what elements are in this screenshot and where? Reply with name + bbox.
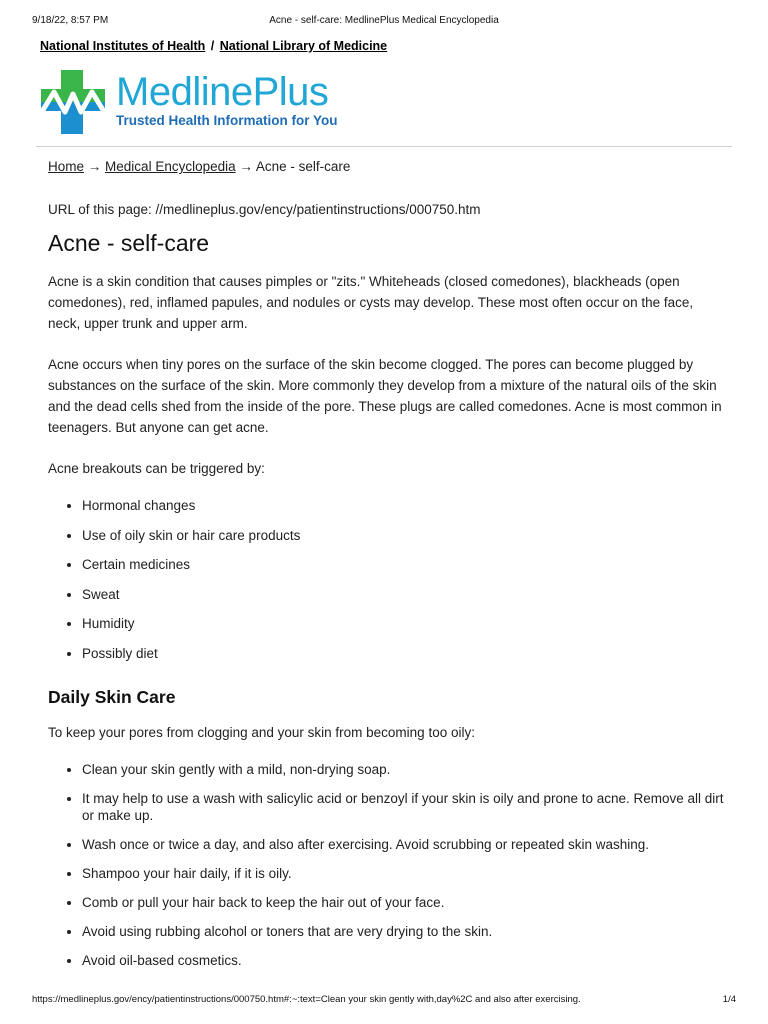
list-item: • Clean your skin gently with a mild, non-drying soap. (82, 761, 728, 778)
print-doc-title: Acne - self-care: MedlinePlus Medical Encyclopedia (269, 15, 499, 26)
section-heading-daily-skin-care: Daily Skin Care (48, 686, 176, 707)
list-item: • Sweat (82, 586, 728, 603)
list-item: • Avoid oil-based cosmetics. (82, 952, 728, 969)
nih-nlm-links (40, 39, 387, 53)
intro-paragraph: Acne is a skin condition that causes pimples or "zits." Whiteheads (closed comedones), blackheads (open comedones), red, inflamed papules, and nodules or cysts may develop. These most often occur on the face, neck, upper trunk and upper arm. (48, 274, 694, 331)
breadcrumb-arrow: → (239, 159, 253, 174)
list-item: • Hormonal changes (82, 497, 728, 514)
list-item: • Use of oily skin or hair care products (82, 527, 728, 544)
print-date: 9/18/22, 8:57 PM (32, 15, 109, 26)
list-item: • Possibly diet (82, 645, 728, 662)
triggers-list (48, 497, 728, 662)
breadcrumb-current: Acne - self-care (255, 159, 351, 174)
header-divider (36, 146, 732, 147)
list-item: • Avoid using rubbing alcohol or toners that are very drying to the skin. (82, 923, 728, 940)
print-header (32, 15, 736, 29)
list-item: • It may help to use a wash with salicylic acid or benzoyl if your skin is oily and prone to acne. Remove all dirt or make up. (82, 790, 728, 824)
nih-separator: / (210, 39, 215, 53)
breadcrumb (48, 157, 728, 177)
list-item: • Humidity (82, 615, 728, 632)
intro-paragraph: Acne occurs when tiny pores on the surface of the skin become clogged. The pores can become plugged by substances on the surface of the skin. More commonly they develop from a mixture of the natural oils of the skin and the dead cells shed from the inside of the pore. These plugs are called comedones. Acne is most common in teenagers. But anyone can get acne. (48, 357, 722, 435)
page-url-line: URL of this page: //medlineplus.gov/ency/patientinstructions/000750.htm (48, 202, 481, 217)
logo-wordmark: MedlinePlus (116, 70, 329, 114)
article-content (48, 157, 728, 981)
print-page-number: 1/4 (722, 994, 736, 1005)
logo-tagline: Trusted Health Information for You (116, 113, 338, 128)
breadcrumb-encyclopedia-link[interactable]: Medical Encyclopedia (105, 159, 236, 174)
list-item: • Comb or pull your hair back to keep the hair out of your face. (82, 894, 728, 911)
nlm-link[interactable]: National Library of Medicine (219, 39, 388, 53)
medlineplus-logo[interactable] (40, 70, 360, 134)
print-footer-url: https://medlineplus.gov/ency/patientinstructions/000750.htm#:~:text=Clean your skin gently with,day%2C and also after exercising. (32, 994, 581, 1005)
triggers-intro: Acne breakouts can be triggered by: (48, 461, 265, 476)
page-title: Acne - self-care (48, 230, 210, 256)
medlineplus-cross-logo-icon (40, 70, 106, 134)
daily-skin-care-intro: To keep your pores from clogging and your skin from becoming too oily: (48, 724, 475, 740)
nih-link[interactable]: National Institutes of Health (40, 39, 206, 53)
list-item: • Shampoo your hair daily, if it is oily. (82, 865, 728, 882)
breadcrumb-arrow: → (87, 159, 102, 174)
daily-skin-care-list (48, 761, 728, 969)
breadcrumb-home-link[interactable]: Home (48, 159, 85, 174)
list-item: • Wash once or twice a day, and also after exercising. Avoid scrubbing or repeated skin washing. (82, 836, 728, 853)
list-item: • Certain medicines (82, 556, 728, 573)
